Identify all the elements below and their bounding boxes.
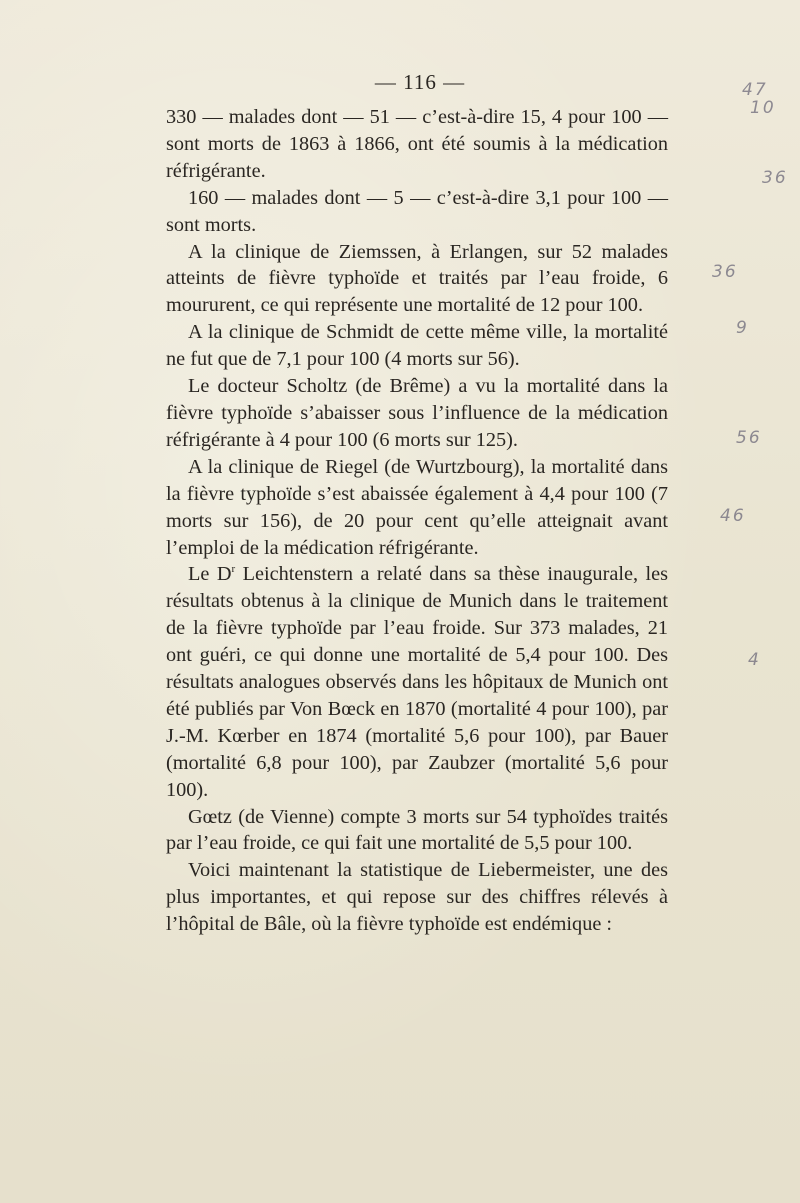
paragraph-1: 330 — malades dont — 51 — c’est-à-dire 15, 4 pour 100 — sont morts de 1863 à 1866, ont été soumis à la médication réfrigérante.: [166, 106, 668, 182]
paragraph-7-lead: Le D: [188, 563, 232, 586]
margin-mark: 47: [742, 80, 768, 100]
margin-mark: 46: [720, 506, 746, 526]
page-number: — 116 —: [374, 70, 466, 94]
paragraph-6: A la clinique de Riegel (de Wurtzbourg), la mortalité dans la fièvre typhoïde s’est abaissée également à 4,4 pour 100 (7 morts sur 156), de 20 pour cent qu’elle atteignait avant l’emploi de la médication réfrigérante.: [166, 455, 668, 559]
margin-mark: 56: [736, 428, 762, 448]
paragraph-9: Voici maintenant la statistique de Liebermeister, une des plus importantes, et qui repose sur des chiffres rélevés à l’hôpital de Bâle, où la fièvre typhoïde est endémique :: [166, 859, 668, 936]
margin-mark: 9: [736, 318, 749, 338]
paragraph-2: 160 — malades dont — 5 — c’est-à-dire 3,1 pour 100 — sont morts.: [166, 186, 668, 236]
paragraph-4: A la clinique de Schmidt de cette même ville, la mortalité ne fut que de 7,1 pour 100 (4 morts sur 56).: [166, 321, 668, 371]
paragraph-5: Le docteur Scholtz (de Brême) a vu la mortalité dans la fièvre typhoïde s’abaisser sous l’influence de la médication réfrigérante à 4 pour 100 (6 morts sur 125).: [166, 375, 668, 451]
paragraph-7-sup: r: [231, 563, 236, 576]
margin-mark: 4: [748, 650, 761, 670]
margin-mark: 10: [750, 98, 776, 118]
margin-mark: 36: [762, 168, 788, 188]
margin-mark: 36: [712, 262, 738, 282]
paragraph-8: Gœtz (de Vienne) compte 3 morts sur 54 typhoïdes traités par l’eau froide, ce qui fait une mortalité de 5,5 pour 100.: [166, 805, 668, 855]
paragraph-7-text: Leichtenstern a relaté dans sa thèse inaugurale, les résultats obtenus à la clinique de Munich dans le traitement de la fièvre typhoïde par l’eau froide. Sur 373 malades, 21 ont guéri, ce qui donne une mortalité de 5,4 pour 100. Des résultats analogues observés dans les hôpitaux de Munich ont été publiés par Von Bœck en 1870 (mortalité 4 pour 100), par J.-M. Kœrber en 1874 (mortalité 5,6 pour 100), par Bauer (mortalité 6,8 pour 100), par Zaubzer (mortalité 5,6 pour 100).: [166, 563, 668, 801]
paragraph-3: A la clinique de Ziemssen, à Erlangen, sur 52 malades atteints de fièvre typhoïde et traités par l’eau froide, 6 moururent, ce qui représente une mortalité de 12 pour 100.: [166, 240, 668, 317]
